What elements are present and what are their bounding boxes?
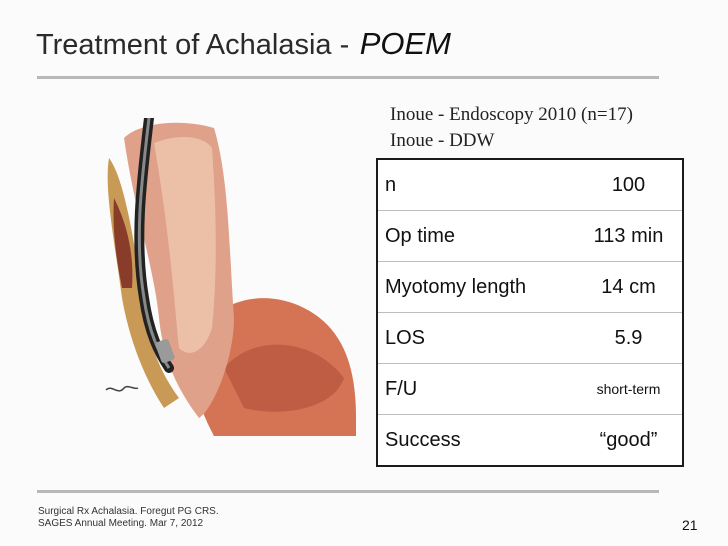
- footer-line-1: Surgical Rx Achalasia. Foregut PG CRS.: [38, 506, 219, 517]
- row-value: “good”: [599, 428, 658, 451]
- row-label: Success: [385, 428, 461, 451]
- footer-reference: [38, 506, 219, 530]
- table-row: [377, 262, 683, 313]
- row-value: short-term: [575, 364, 683, 415]
- page-number: 21: [682, 517, 698, 533]
- row-label: n: [377, 159, 575, 211]
- row-label: Myotomy length: [377, 262, 575, 313]
- footer-line-2: SAGES Annual Meeting. Mar 7, 2012: [38, 518, 204, 529]
- slide-title: [36, 26, 676, 70]
- row-value: 100: [575, 159, 683, 211]
- row-value: 5.9: [575, 313, 683, 364]
- row-label: F/U: [377, 364, 575, 415]
- table-row: [377, 415, 683, 467]
- bottom-divider: [37, 490, 659, 493]
- table-row: [377, 364, 683, 415]
- table-row: [377, 313, 683, 364]
- endoscopic-illustration: [94, 118, 356, 436]
- title-accent: POEM: [359, 26, 451, 61]
- citation-ddw: Inoue - DDW: [390, 130, 495, 151]
- row-label: Op time: [377, 211, 575, 262]
- top-divider: [37, 76, 659, 79]
- row-label: LOS: [377, 313, 575, 364]
- table-row: [377, 159, 683, 211]
- row-value: 113 min: [575, 211, 683, 262]
- row-value: 14 cm: [575, 262, 683, 313]
- results-table: [376, 158, 684, 467]
- title-text: Treatment of Achalasia -: [36, 29, 350, 61]
- citation-endoscopy: Inoue - Endoscopy 2010 (n=17): [390, 104, 633, 125]
- table-row: [377, 211, 683, 262]
